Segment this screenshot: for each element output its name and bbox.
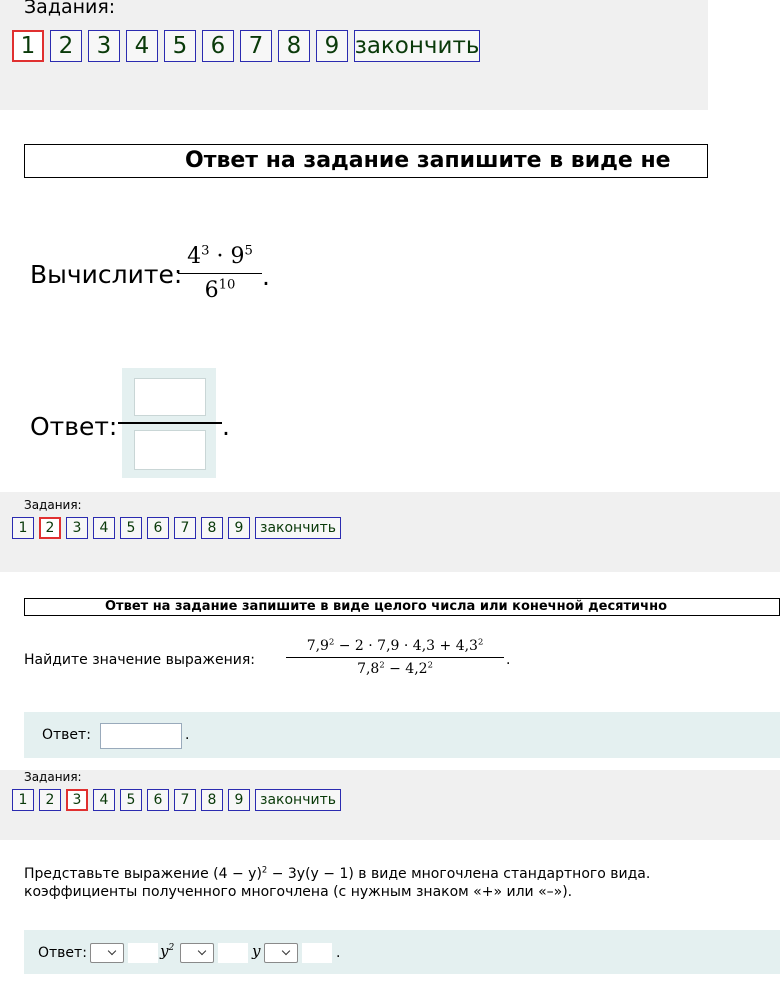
task-buttons bbox=[12, 517, 341, 539]
sign-select-1[interactable] bbox=[90, 943, 124, 963]
task-button-5[interactable]: 5 bbox=[164, 30, 196, 62]
fraction-denominator: $6^{10}$ bbox=[204, 277, 236, 303]
task-button-7[interactable]: 7 bbox=[240, 30, 272, 62]
question-fraction bbox=[178, 244, 262, 303]
coefficient-input-3[interactable] bbox=[302, 943, 332, 963]
task-button-8[interactable]: 8 bbox=[201, 517, 223, 539]
task-button-7[interactable]: 7 bbox=[174, 789, 196, 811]
task-button-2[interactable]: 2 bbox=[39, 517, 61, 539]
question-period: . bbox=[262, 262, 270, 291]
question-text bbox=[24, 866, 650, 900]
finish-button[interactable]: закончить bbox=[255, 517, 341, 539]
question-prefix: Вычислите: bbox=[30, 260, 183, 289]
question-line-1: Представьте выражение $(4 - y)^2 - 3y(y - 1)$ в виде многочлена стандартного вида. bbox=[24, 864, 651, 882]
variable-y: y bbox=[252, 942, 261, 960]
answer-format-header: Ответ на задание запишите в виде не bbox=[24, 144, 708, 178]
task-button-9[interactable]: 9 bbox=[228, 789, 250, 811]
task-button-9[interactable]: 9 bbox=[316, 30, 348, 62]
answer-period: . bbox=[336, 945, 341, 961]
task-buttons bbox=[12, 30, 480, 62]
task-button-4[interactable]: 4 bbox=[126, 30, 158, 62]
fraction-numerator: $7,9^2 - 2 \cdot 7,9 \cdot 4,3 + 4,3^2$ bbox=[306, 636, 484, 654]
question-period: . bbox=[506, 652, 511, 668]
sign-select-2[interactable] bbox=[180, 943, 214, 963]
answer-numerator-input[interactable] bbox=[134, 378, 206, 416]
task-button-1[interactable]: 1 bbox=[12, 517, 34, 539]
answer-period: . bbox=[222, 412, 230, 441]
finish-button[interactable]: закончить bbox=[354, 30, 480, 62]
answer-input[interactable] bbox=[100, 723, 182, 749]
fraction-numerator: $4^3 \cdot 9^5$ bbox=[187, 243, 253, 269]
task-button-2[interactable]: 2 bbox=[50, 30, 82, 62]
task-button-4[interactable]: 4 bbox=[93, 517, 115, 539]
sign-select-3[interactable] bbox=[264, 943, 298, 963]
task-button-9[interactable]: 9 bbox=[228, 517, 250, 539]
task-button-3[interactable]: 3 bbox=[88, 30, 120, 62]
answer-label: Ответ: bbox=[42, 727, 91, 743]
task-button-4[interactable]: 4 bbox=[93, 789, 115, 811]
task-button-6[interactable]: 6 bbox=[147, 517, 169, 539]
answer-fraction-bar bbox=[118, 422, 222, 424]
question-line-2: коэффициенты полученного многочлена (с нужным знаком «+» или «–»). bbox=[24, 884, 573, 900]
tasks-label: Задания: bbox=[24, 770, 82, 784]
task-button-8[interactable]: 8 bbox=[201, 789, 223, 811]
task-button-6[interactable]: 6 bbox=[202, 30, 234, 62]
task-button-8[interactable]: 8 bbox=[278, 30, 310, 62]
coefficient-input-2[interactable] bbox=[218, 943, 248, 963]
finish-button[interactable]: закончить bbox=[255, 789, 341, 811]
fraction-denominator: $7,8^2 - 4,2^2$ bbox=[357, 659, 433, 677]
question-prefix: Найдите значение выражения: bbox=[24, 652, 255, 668]
variable-y-squared: $y^2$ bbox=[160, 942, 175, 960]
task-button-5[interactable]: 5 bbox=[120, 789, 142, 811]
task-button-2[interactable]: 2 bbox=[39, 789, 61, 811]
tasks-label: Задания: bbox=[24, 498, 82, 512]
task-buttons bbox=[12, 789, 341, 811]
task-button-1[interactable]: 1 bbox=[12, 30, 44, 62]
task-button-5[interactable]: 5 bbox=[120, 517, 142, 539]
task-button-1[interactable]: 1 bbox=[12, 789, 34, 811]
answer-denominator-input[interactable] bbox=[134, 430, 206, 470]
coefficient-input-1[interactable] bbox=[128, 943, 158, 963]
question-fraction bbox=[286, 638, 504, 677]
answer-period: . bbox=[185, 727, 190, 743]
answer-label: Ответ: bbox=[30, 412, 118, 441]
answer-format-header: Ответ на задание запишите в виде целого числа или конечной десятично bbox=[24, 598, 780, 616]
tasks-label: Задания: bbox=[24, 0, 116, 18]
task-button-7[interactable]: 7 bbox=[174, 517, 196, 539]
task-button-6[interactable]: 6 bbox=[147, 789, 169, 811]
task-button-3[interactable]: 3 bbox=[66, 517, 88, 539]
answer-label: Ответ: bbox=[38, 945, 87, 961]
task-button-3[interactable]: 3 bbox=[66, 789, 88, 811]
